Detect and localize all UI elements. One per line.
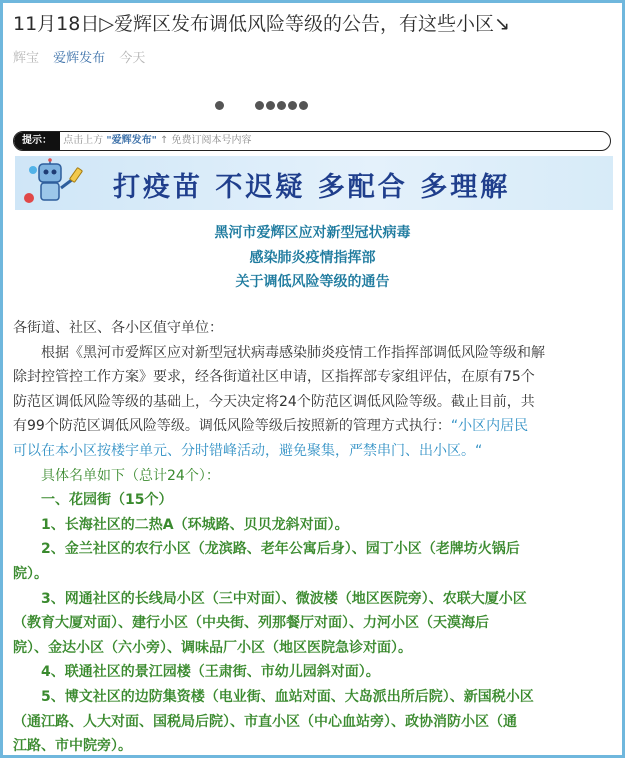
notice-heading-line3: 关于调低风险等级的通告: [235, 274, 390, 290]
carousel-dot[interactable]: [299, 101, 308, 110]
section-heading: 一、花园街（15个）: [41, 492, 173, 509]
list-item: 5、博文社区的边防集资楼（电业街、血站对面、大岛派出所后院）、新国税小区: [41, 688, 534, 705]
tip-label: 提示：: [14, 132, 60, 150]
publish-time: 今天: [119, 51, 146, 66]
banner-slogan: 打疫苗 不迟疑 多配合 多理解: [113, 172, 511, 203]
list-item: 1、长海社区的二热A（环城路、贝贝龙斜对面）。: [41, 516, 349, 533]
list-intro: 具体名单如下（总计24个）：: [41, 467, 220, 484]
source-link[interactable]: 爱辉发布: [53, 51, 106, 66]
robot-mascot-icon: [19, 158, 89, 208]
list-item: 院）、金达小区（六小旁）、调味品厂小区（地区医院急诊对面）。: [13, 639, 412, 656]
author-name: 辉宝: [13, 51, 40, 66]
quote-start: “小区内居民: [450, 418, 529, 435]
para-line: 防范区调低风险等级的基础上，今天决定将24个防范区调低风险等级。截止目前，共: [13, 393, 535, 410]
carousel-dot[interactable]: [288, 101, 297, 110]
article-title: 11月18日▷爱辉区发布调低风险等级的公告，有这些小区↘: [13, 13, 510, 35]
carousel-dot[interactable]: [266, 101, 275, 110]
subscribe-tip[interactable]: [13, 131, 611, 151]
greeting: 各街道、社区、各小区值守单位：: [13, 320, 223, 336]
list-item: 3、网通社区的长线局小区（三中对面）、微波楼（地区医院旁）、农联大厦小区: [41, 590, 527, 607]
para-line-text: 有99个防范区调低风险等级。调低风险等级后按照新的管理方式执行：: [13, 418, 451, 435]
list-item: 院）。: [13, 565, 48, 582]
tip-text-before: 点击上方: [63, 135, 107, 146]
tip-text-after: ↑ 免费订阅本号内容: [156, 135, 252, 146]
list-item: 2、金兰社区的农行小区（龙滨路、老年公寓后身）、园丁小区（老牌坊火锅后: [41, 541, 520, 558]
para-line: [13, 414, 613, 439]
list-item: （通江路、人大对面、国税局后院）、市直小区（中心血站旁）、政协消防小区（通: [13, 713, 517, 730]
notice-heading-line1: 黑河市爱辉区应对新型冠状病毒: [214, 225, 411, 241]
notice-heading-line2: 感染肺炎疫情指挥部: [249, 250, 376, 266]
article-body: [13, 316, 613, 758]
para-line: 除封控管控工作方案》要求，经各街道社区申请，区指挥部专家组评估，在原有75个: [13, 369, 535, 386]
list-item: 江路、市中院旁）。: [13, 738, 132, 755]
carousel-dot[interactable]: [255, 101, 264, 110]
article-meta: [13, 47, 155, 66]
carousel-dot[interactable]: [215, 101, 224, 110]
list-item: （教育大厦对面）、建行小区（中央街、列那餐厅对面）、力河小区（天漠海后: [13, 615, 489, 632]
carousel-dot[interactable]: [277, 101, 286, 110]
vaccine-banner: [15, 156, 613, 210]
para-line: 根据《黑河市爱辉区应对新型冠状病毒感染肺炎疫情工作指挥部调低风险等级和解: [41, 344, 545, 361]
quote-line: 可以在本小区按楼宇单元、分时错峰活动，避免聚集，严禁串门、出小区。“: [13, 442, 483, 459]
tip-account-name[interactable]: "爱辉发布": [106, 135, 157, 146]
list-item: 4、联通社区的景江园楼（王肃街、市幼儿园斜对面）。: [41, 664, 380, 681]
